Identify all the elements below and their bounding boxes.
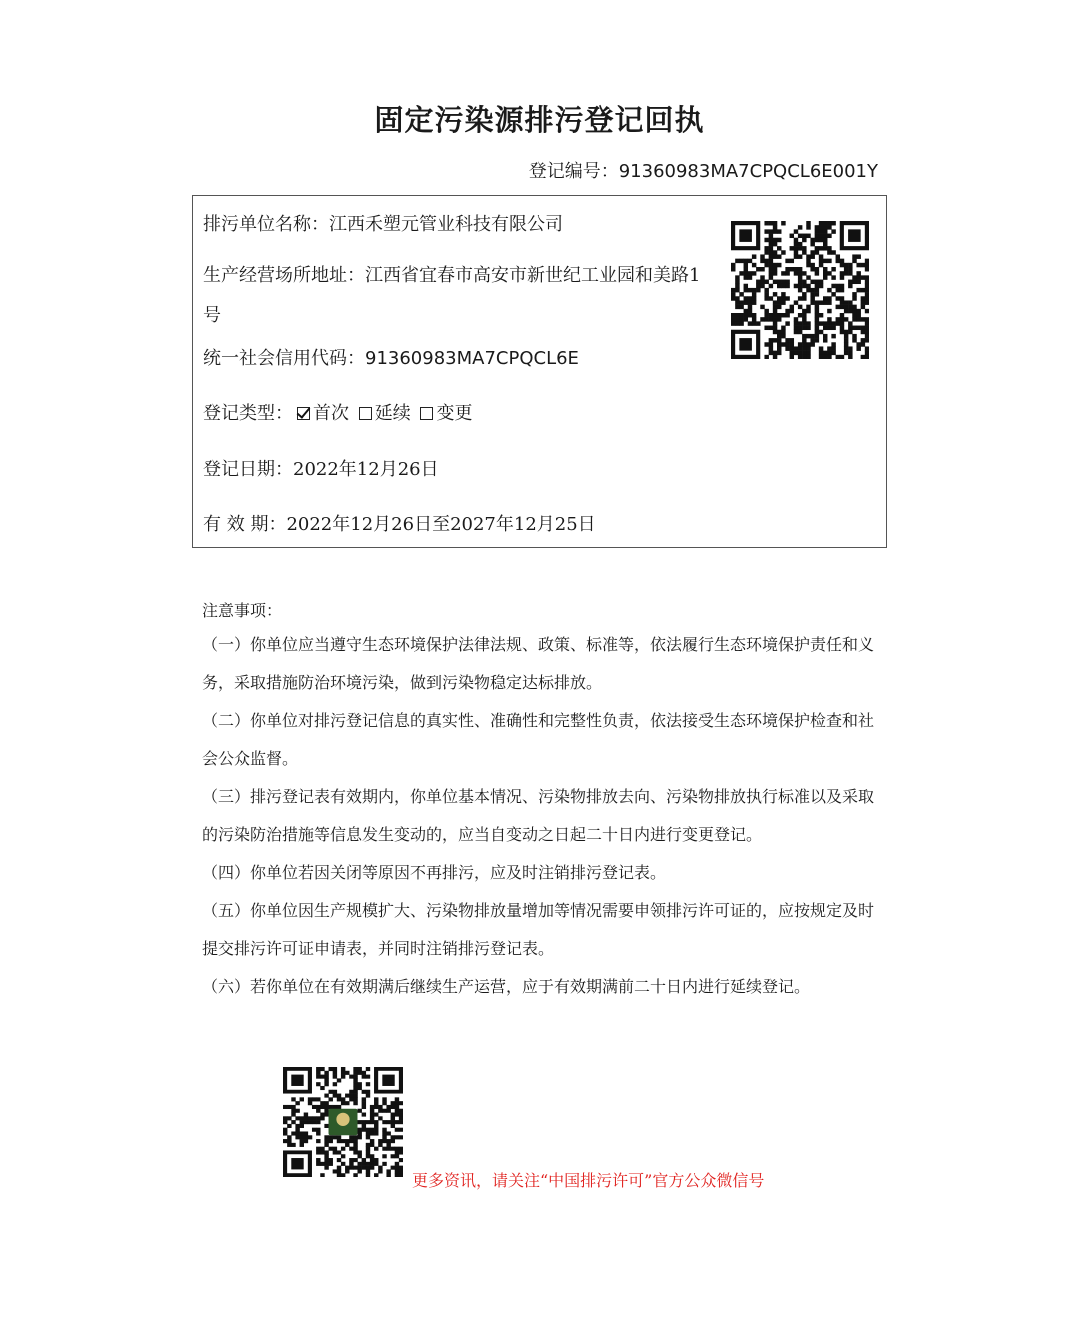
- validity-value: 2022年12月26日至2027年12月25日: [286, 514, 596, 535]
- checkbox-icon: [420, 407, 433, 420]
- credit-code-label: 统一社会信用代码：: [203, 348, 365, 369]
- reg-type-first: 首次: [313, 403, 349, 424]
- registration-number: 登记编号：91360983MA7CPQCL6E001Y: [528, 161, 878, 182]
- registration-date-row: [203, 455, 439, 481]
- reg-type-change: 变更: [436, 403, 473, 424]
- registration-type-label: 登记类型：: [203, 403, 293, 424]
- notes-heading: 注意事项：: [202, 601, 283, 620]
- registration-type-row: [203, 399, 472, 425]
- list-item: （三）排污登记表有效期内，你单位基本情况、污染物排放去向、污染物排放执行标准以及采取的污染防治措施等信息发生变动的，应当自变动之日起二十日内进行变更登记。: [202, 787, 875, 844]
- business-address: 生产经营场所地址：江西省宜春市高安市新世纪工业园和美路1号: [203, 265, 701, 326]
- notes-list: [202, 626, 878, 1006]
- checkbox-icon: [297, 407, 310, 420]
- registration-info-box: [192, 195, 887, 548]
- list-item: （五）你单位因生产规模扩大、污染物排放量增加等情况需要申领排污许可证的，应按规定及时提交排污许可证申请表，并同时注销排污登记表。: [202, 901, 875, 958]
- page-title: 固定污染源排污登记回执: [374, 103, 705, 137]
- footer-follow-text: 更多资讯，请关注“中国排污许可”官方公众微信号: [412, 1171, 765, 1190]
- unit-name: 排污单位名称：江西禾塑元管业科技有限公司: [203, 214, 563, 235]
- checkbox-icon: [359, 407, 372, 420]
- list-item: （四）你单位若因关闭等原因不再排污，应及时注销排污登记表。: [202, 863, 667, 882]
- qr-code-icon: [731, 221, 869, 359]
- credit-code-value: 91360983MA7CPQCL6E: [365, 348, 579, 369]
- credit-code-row: [203, 344, 579, 370]
- list-item: （六）若你单位在有效期满后继续生产运营，应于有效期满前二十日内进行延续登记。: [202, 977, 811, 996]
- registration-date-value: 2022年12月26日: [293, 459, 439, 480]
- list-item: （二）你单位对排污登记信息的真实性、准确性和完整性负责，依法接受生态环境保护检查和社会公众监督。: [202, 711, 875, 768]
- validity-label: 有 效 期：: [203, 514, 287, 535]
- wechat-qr-code-icon: [283, 1067, 403, 1177]
- registration-date-label: 登记日期：: [203, 459, 293, 480]
- list-item: （一）你单位应当遵守生态环境保护法律法规、政策、标准等，依法履行生态环境保护责任和义务，采取措施防治环境污染，做到污染物稳定达标排放。: [202, 635, 875, 692]
- reg-type-renew: 延续: [374, 403, 411, 424]
- validity-row: [203, 510, 596, 536]
